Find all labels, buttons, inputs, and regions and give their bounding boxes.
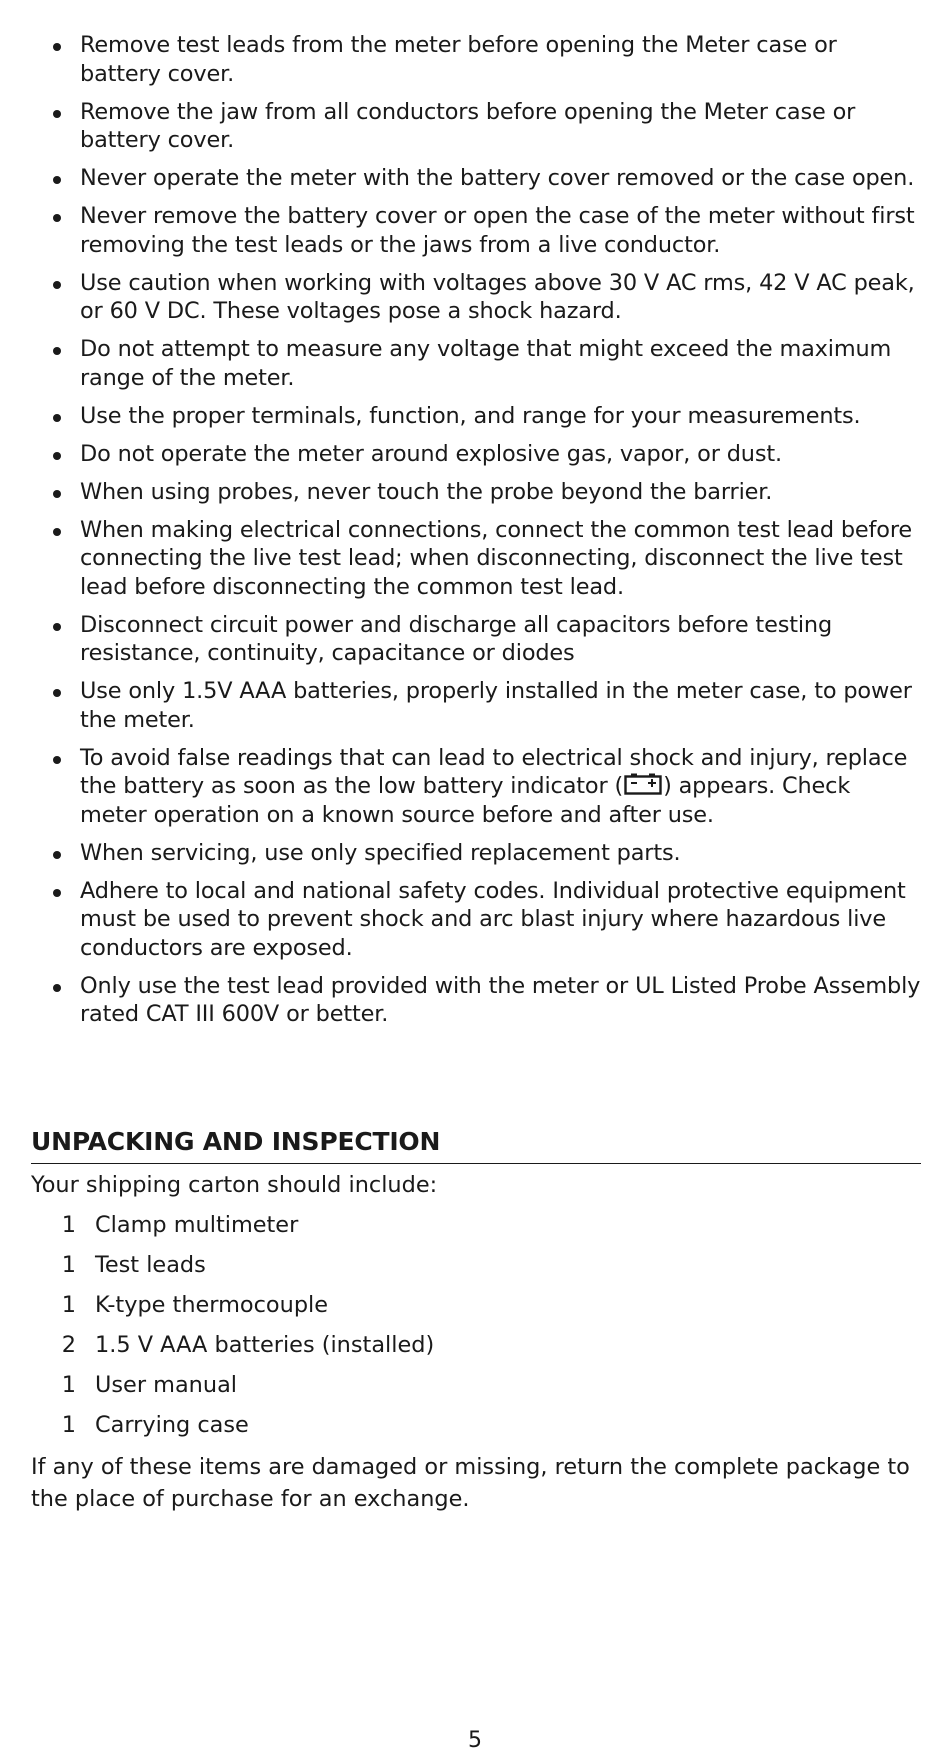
low-battery-icon — [624, 773, 662, 795]
section-intro: Your shipping carton should include: — [31, 1172, 438, 1198]
bullet-item-battery — [52, 744, 922, 830]
list-item — [31, 1411, 921, 1451]
list-item — [31, 1371, 921, 1411]
bullet-item: Remove the jaw from all conductors before opening the Meter case or battery cover. — [52, 98, 922, 155]
list-item — [31, 1211, 921, 1251]
bullet-item: When using probes, never touch the probe beyond the barrier. — [52, 478, 922, 507]
package-contents-list — [31, 1211, 921, 1451]
list-item — [31, 1291, 921, 1331]
bullet-text-after: ) appears. Check meter operation on a known source before and after use. — [80, 773, 851, 828]
page-number: 5 — [468, 1728, 482, 1753]
bullet-item: Do not operate the meter around explosive gas, vapor, or dust. — [52, 440, 922, 469]
bullet-text-before: To avoid false readings that can lead to electrical shock and injury, replace the battery as soon as the low battery indicator ( — [80, 744, 908, 799]
list-item — [31, 1331, 921, 1371]
item-quantity: 1 — [61, 1412, 76, 1438]
item-quantity: 1 — [61, 1252, 76, 1278]
item-name: User manual — [95, 1372, 238, 1398]
bullet-item: Only use the test lead provided with the meter or UL Listed Probe Assembly rated CAT III 600V or better. — [52, 972, 922, 1029]
item-name: Test leads — [95, 1252, 206, 1278]
bullet-item: Use caution when working with voltages above 30 V AC rms, 42 V AC peak, or 60 V DC. These voltages pose a shock hazard. — [52, 269, 922, 326]
item-quantity: 1 — [61, 1212, 76, 1238]
item-quantity: 2 — [61, 1332, 76, 1358]
section-outro: If any of these items are damaged or missing, return the complete package to the place of purchase for an exchange. — [31, 1454, 910, 1512]
bullet-item: Adhere to local and national safety codes. Individual protective equipment must be used to prevent shock and arc blast injury where hazardous live conductors are exposed. — [52, 877, 922, 963]
item-quantity: 1 — [61, 1372, 76, 1398]
item-name: K-type thermocouple — [95, 1292, 329, 1318]
item-name: Clamp multimeter — [95, 1212, 299, 1238]
bullet-item: Never remove the battery cover or open the case of the meter without first removing the test leads or the jaws from a live conductor. — [52, 202, 922, 259]
bullet-item: Remove test leads from the meter before opening the Meter case or battery cover. — [52, 31, 922, 88]
bullet-item: When servicing, use only specified replacement parts. — [52, 839, 922, 868]
bullet-item: When making electrical connections, connect the common test lead before connecting the live test lead; when disconnecting, disconnect the live test lead before disconnecting the common test lead. — [52, 516, 922, 602]
item-quantity: 1 — [61, 1292, 76, 1318]
list-item — [31, 1251, 921, 1291]
bullet-item: Use only 1.5V AAA batteries, properly installed in the meter case, to power the meter. — [52, 677, 922, 734]
bullet-item: Do not attempt to measure any voltage that might exceed the maximum range of the meter. — [52, 335, 922, 392]
section-heading: UNPACKING AND INSPECTION — [31, 1125, 921, 1164]
bullet-item: Use the proper terminals, function, and range for your measurements. — [52, 402, 922, 431]
item-name: 1.5 V AAA batteries (installed) — [95, 1332, 435, 1358]
item-name: Carrying case — [95, 1412, 249, 1438]
bullet-item: Never operate the meter with the battery cover removed or the case open. — [52, 164, 922, 193]
bullet-item: Disconnect circuit power and discharge all capacitors before testing resistance, continuity, capacitance or diodes — [52, 611, 922, 668]
unpacking-section — [31, 1125, 921, 1515]
safety-bullet-list — [52, 31, 922, 1038]
